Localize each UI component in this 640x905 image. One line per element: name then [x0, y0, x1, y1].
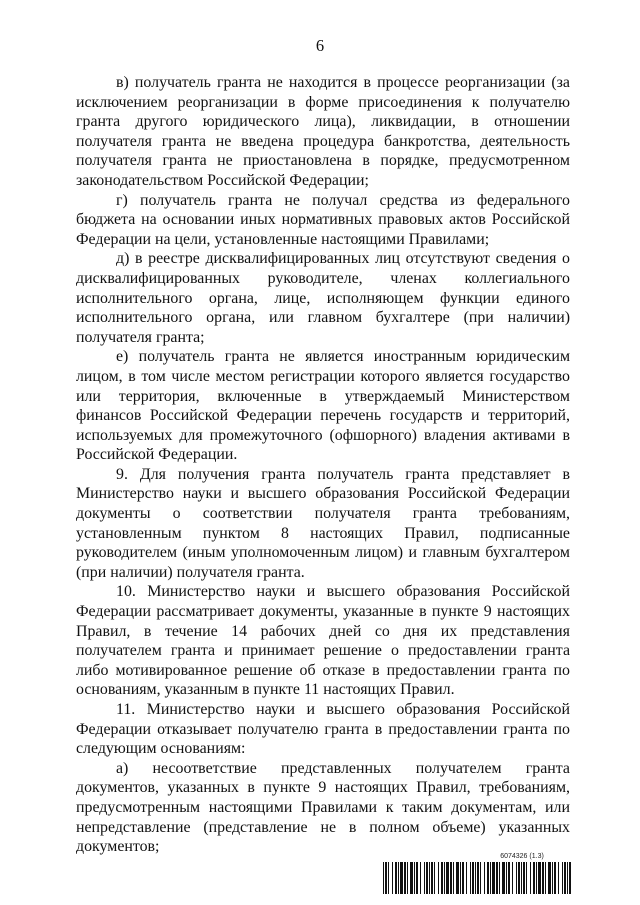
barcode-icon: [383, 862, 572, 894]
paragraph-v: в) получатель гранта не находится в процессе реорганизации (за исключением реорганизации в форме присоединения к получателю гранта другого юридического лица), ликвидации, в отношении получателя гранта не введена процедура банкротства, деятельность получателя гранта не приостановлена в порядке, предусмотренном законодательством Российской Федерации;: [76, 74, 570, 189]
paragraph-g: г) получатель гранта не получал средства из федерального бюджета на основании иных нормативных правовых актов Российской Федерации на цели, установленные настоящими Правилами;: [76, 191, 570, 248]
paragraph-d: д) в реестре дисквалифицированных лиц отсутствуют сведения о дисквалифицированных руководителе, членах коллегиального исполнительного органа, лице, исполняющем функции единого исполнительного органа, или главном бухгалтере (при наличии) получателя гранта;: [76, 250, 570, 346]
barcode-caption: 6074326 (1.3): [500, 853, 544, 860]
paragraph-e: е) получатель гранта не является иностранным юридическим лицом, в том числе местом регистрации которого является государство или территория, включенные в утверждаемый Министерством финансов Российской Федерации перечень государств и территорий, используемых для промежуточного (офшорного) владения активами в Российской Федерации.: [76, 348, 570, 464]
paragraph-10: 10. Министерство науки и высшего образования Российской Федерации рассматривает документы, указанные в пункте 9 настоящих Правил, в течение 14 рабочих дней со дня их представления получателем гранта и принимает решение о предоставлении гранта либо мотивированное решение об отказе в предоставлении гранта по основаниям, указанным в пункте 11 настоящих Правил.: [76, 583, 570, 699]
page-number: 6: [315, 36, 325, 55]
body-text: [76, 73, 570, 857]
paragraph-11: 11. Министерство науки и высшего образования Российской Федерации отказывает получателю гранта в предоставлении гранта по следующим основаниям:: [76, 701, 570, 758]
paragraph-9: 9. Для получения гранта получатель гранта представляет в Министерство науки и высшего образования Российской Федерации документы о соответствии получателя гранта требованиям, установленным пунктом 8 настоящих Правил, подписанные руководителем (иным уполномоченным лицом) и главным бухгалтером (при наличии) получателя гранта.: [76, 465, 570, 581]
paragraph-a: а) несоответствие представленных получателем гранта документов, указанных в пункте 9 настоящих Правил, требованиям, предусмотренным настоящими Правилами к таким документам, или непредставление (представление не в полном объеме) указанных документов;: [76, 759, 570, 856]
